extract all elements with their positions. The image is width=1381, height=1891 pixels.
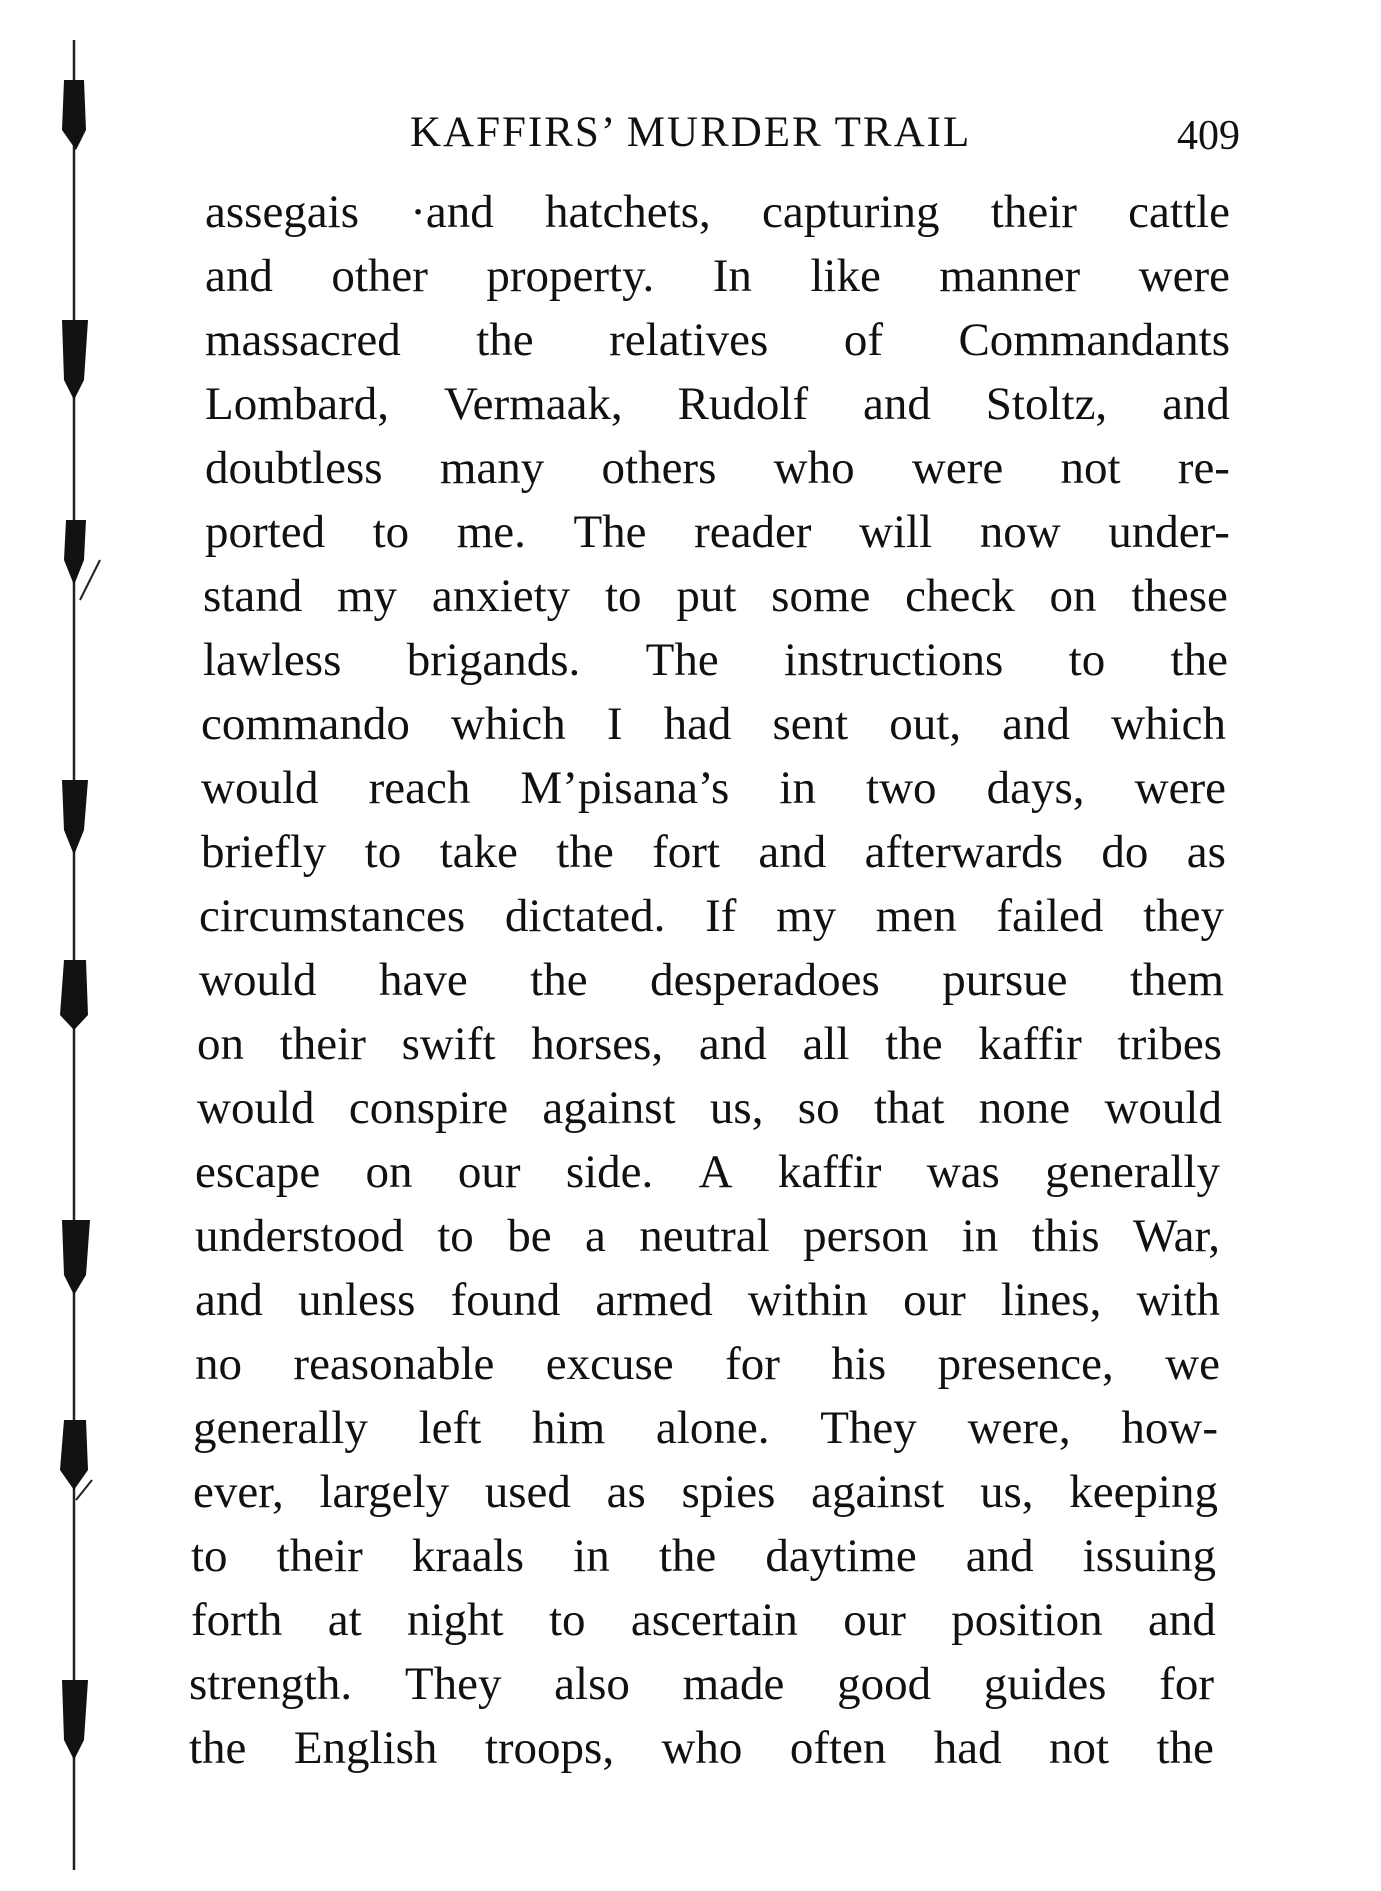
word: the	[1170, 634, 1228, 686]
word: and	[758, 826, 827, 878]
word: which	[450, 698, 566, 750]
word: who	[661, 1722, 743, 1774]
word: escape	[195, 1146, 321, 1198]
word: against	[542, 1082, 676, 1134]
word: Commandants	[958, 314, 1230, 366]
word: side.	[565, 1146, 654, 1198]
word: manner	[939, 250, 1081, 302]
word: In	[712, 250, 752, 302]
text-line	[201, 820, 1226, 884]
text-line	[205, 436, 1230, 500]
word: his	[831, 1338, 887, 1390]
word: briefly	[201, 826, 327, 878]
word: armed	[595, 1274, 713, 1326]
word: Vermaak,	[443, 378, 623, 430]
word: under-	[1108, 506, 1230, 558]
word: ever,	[193, 1466, 284, 1518]
word: how-	[1121, 1402, 1218, 1454]
word: and	[1002, 698, 1071, 750]
word: person	[803, 1210, 929, 1262]
word: check	[905, 570, 1015, 622]
word: spies	[681, 1466, 776, 1518]
word: others	[601, 442, 717, 494]
word: on	[1049, 570, 1097, 622]
word: put	[676, 570, 737, 622]
word: reasonable	[293, 1338, 495, 1390]
word: were,	[967, 1402, 1071, 1454]
word: to	[191, 1530, 228, 1582]
word: me.	[456, 506, 526, 558]
word: were	[1134, 762, 1226, 814]
word: have	[378, 954, 468, 1006]
word: no	[195, 1338, 242, 1390]
word: kaffir	[978, 1018, 1082, 1070]
word: my	[337, 570, 398, 622]
body-text	[189, 180, 1230, 1780]
word: horses,	[531, 1018, 664, 1070]
word: ascertain	[630, 1594, 798, 1646]
word: not	[1049, 1722, 1110, 1774]
text-line	[205, 244, 1230, 308]
word: many	[439, 442, 545, 494]
word: lines,	[1000, 1274, 1102, 1326]
text-line	[193, 1460, 1218, 1524]
word: their	[276, 1530, 363, 1582]
word: against	[811, 1466, 945, 1518]
word: will	[859, 506, 933, 558]
word: the	[658, 1530, 717, 1582]
word: be	[507, 1210, 552, 1262]
word: that	[873, 1082, 945, 1134]
text-line	[205, 500, 1230, 564]
word: reach	[368, 762, 471, 814]
word: pursue	[942, 954, 1068, 1006]
word: left	[418, 1402, 482, 1454]
word: conspire	[348, 1082, 509, 1134]
text-line	[191, 1524, 1216, 1588]
word: fort	[652, 826, 720, 878]
word: a	[584, 1210, 606, 1262]
word: ·and	[410, 186, 494, 238]
word: us,	[709, 1082, 764, 1134]
word: for	[725, 1338, 780, 1390]
word: cattle	[1128, 186, 1230, 238]
word: used	[484, 1466, 571, 1518]
word: neutral	[639, 1210, 770, 1262]
word: do	[1101, 826, 1149, 878]
text-line	[203, 564, 1228, 628]
text-line	[195, 1140, 1220, 1204]
word: and	[863, 378, 931, 430]
word: to	[1068, 634, 1106, 686]
word: their	[990, 186, 1077, 238]
word: The	[645, 634, 719, 686]
binding-edge-ornament	[40, 40, 120, 1870]
word: often	[789, 1722, 887, 1774]
word: was	[926, 1146, 1000, 1198]
word: night	[406, 1594, 504, 1646]
word: our	[903, 1274, 966, 1326]
word: were	[911, 442, 1004, 494]
word: ported	[205, 506, 326, 558]
word: who	[773, 442, 855, 494]
word: other	[331, 250, 428, 302]
word: and	[965, 1530, 1034, 1582]
word: the	[885, 1018, 943, 1070]
text-line	[189, 1652, 1214, 1716]
word: M’pisana’s	[520, 762, 730, 814]
word: They	[404, 1658, 502, 1710]
running-title: KAFFIRS’ MURDER TRAIL	[410, 109, 972, 156]
text-line	[197, 1076, 1222, 1140]
word: commando	[201, 698, 410, 750]
word: which	[1111, 698, 1226, 750]
word: had	[663, 698, 732, 750]
word: keeping	[1069, 1466, 1218, 1518]
text-line	[195, 1204, 1220, 1268]
word: strength.	[189, 1658, 353, 1710]
text-line	[199, 884, 1224, 948]
word: brigands.	[406, 634, 581, 686]
word: the	[476, 314, 534, 366]
word: would	[1104, 1082, 1222, 1134]
word: had	[933, 1722, 1002, 1774]
word: like	[810, 250, 881, 302]
word: on	[365, 1146, 413, 1198]
word: the	[1156, 1722, 1214, 1774]
word: we	[1165, 1338, 1220, 1390]
word: afterwards	[864, 826, 1063, 878]
word: the	[530, 954, 588, 1006]
word: reader	[694, 506, 812, 558]
word: massacred	[205, 314, 401, 366]
word: with	[1136, 1274, 1220, 1326]
word: all	[802, 1018, 850, 1070]
word: some	[771, 570, 871, 622]
word: on	[197, 1018, 244, 1070]
word: assegais	[205, 186, 360, 238]
word: and	[1162, 378, 1230, 430]
page-number: 409	[1177, 113, 1240, 159]
word: also	[554, 1658, 630, 1710]
word: our	[843, 1594, 906, 1646]
word: would	[201, 762, 319, 814]
word: sent	[772, 698, 849, 750]
word: and	[698, 1018, 767, 1070]
word: as	[1186, 826, 1226, 878]
word: days,	[986, 762, 1085, 814]
word: in	[573, 1530, 610, 1582]
word: forth	[191, 1594, 283, 1646]
word: to	[364, 826, 402, 878]
word: troops,	[484, 1722, 615, 1774]
word: of	[843, 314, 883, 366]
text-line	[191, 1588, 1216, 1652]
word: English	[293, 1722, 438, 1774]
word: out,	[889, 698, 962, 750]
word: lawless	[203, 634, 342, 686]
text-line	[197, 1012, 1222, 1076]
word: understood	[195, 1210, 404, 1262]
word: A	[698, 1146, 733, 1198]
word: They	[820, 1402, 917, 1454]
word: made	[682, 1658, 785, 1710]
word: in	[961, 1210, 999, 1262]
word: our	[457, 1146, 521, 1198]
word: so	[797, 1082, 840, 1134]
word: circumstances	[199, 890, 466, 942]
text-line	[195, 1332, 1220, 1396]
word: in	[779, 762, 816, 814]
word: they	[1143, 890, 1224, 942]
word: found	[450, 1274, 561, 1326]
word: I	[606, 698, 623, 750]
word: doubtless	[205, 442, 383, 494]
text-line	[201, 756, 1226, 820]
word: would	[197, 1082, 315, 1134]
word: these	[1131, 570, 1228, 622]
word: two	[866, 762, 937, 814]
word: kraals	[411, 1530, 525, 1582]
word: If	[705, 890, 737, 942]
word: were	[1138, 250, 1230, 302]
word: none	[978, 1082, 1071, 1134]
word: their	[279, 1018, 366, 1070]
word: guides	[983, 1658, 1107, 1710]
word: him	[532, 1402, 606, 1454]
word: good	[837, 1658, 932, 1710]
word: dictated.	[504, 890, 666, 942]
text-line	[205, 180, 1230, 244]
word: the	[189, 1722, 247, 1774]
word: alone.	[655, 1402, 770, 1454]
word: anxiety	[431, 570, 571, 622]
word: would	[199, 954, 317, 1006]
word: generally	[1045, 1146, 1220, 1198]
word: daytime	[765, 1530, 917, 1582]
word: take	[439, 826, 518, 878]
word: now	[979, 506, 1061, 558]
word: failed	[996, 890, 1104, 942]
word: relatives	[609, 314, 769, 366]
word: hatchets,	[545, 186, 711, 238]
word: Lombard,	[205, 378, 390, 430]
word: them	[1130, 954, 1224, 1006]
word: to	[604, 570, 642, 622]
text-line	[205, 308, 1230, 372]
word: this	[1031, 1210, 1100, 1262]
word: re-	[1177, 442, 1230, 494]
word: The	[573, 506, 647, 558]
word: as	[606, 1466, 646, 1518]
text-line	[205, 372, 1230, 436]
word: within	[747, 1274, 868, 1326]
word: unless	[297, 1274, 416, 1326]
word: and	[1148, 1594, 1216, 1646]
word: at	[327, 1594, 362, 1646]
text-line	[195, 1268, 1220, 1332]
word: excuse	[545, 1338, 674, 1390]
word: capturing	[762, 186, 940, 238]
word: issuing	[1082, 1530, 1216, 1582]
running-head	[410, 100, 1240, 160]
word: desperadoes	[650, 954, 880, 1006]
word: for	[1159, 1658, 1214, 1710]
word: instructions	[784, 634, 1004, 686]
word: the	[556, 826, 614, 878]
word: largely	[319, 1466, 450, 1518]
word: us,	[979, 1466, 1034, 1518]
text-line	[201, 692, 1226, 756]
word: to	[548, 1594, 586, 1646]
text-line	[203, 628, 1228, 692]
word: not	[1060, 442, 1121, 494]
word: tribes	[1117, 1018, 1222, 1070]
word: Stoltz,	[985, 378, 1108, 430]
word: and	[205, 250, 273, 302]
word: swift	[401, 1018, 496, 1070]
word: position	[951, 1594, 1103, 1646]
text-line	[189, 1716, 1214, 1780]
word: stand	[203, 570, 303, 622]
word: Rudolf	[677, 378, 809, 430]
word: to	[372, 506, 410, 558]
word: my	[776, 890, 837, 942]
word: men	[875, 890, 957, 942]
word: generally	[193, 1402, 368, 1454]
word: presence,	[937, 1338, 1114, 1390]
word: property.	[486, 250, 655, 302]
text-line	[193, 1396, 1218, 1460]
text-line	[199, 948, 1224, 1012]
word: and	[195, 1274, 263, 1326]
word: to	[437, 1210, 474, 1262]
word: kaffir	[777, 1146, 882, 1198]
word: War,	[1132, 1210, 1220, 1262]
